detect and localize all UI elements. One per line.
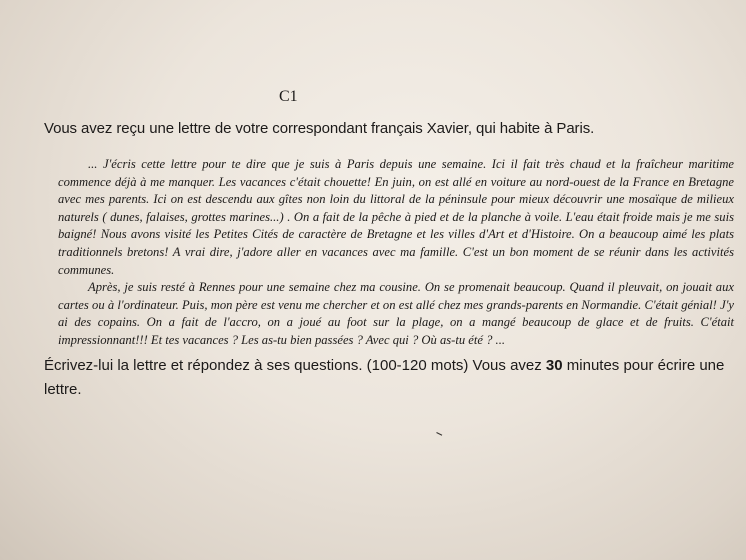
level-heading: C1 (279, 88, 298, 105)
task-minutes: 30 (545, 357, 563, 374)
letter-paragraph-1: ... J'écris cette lettre pour te dire que je suis à Paris depuis une semaine. Ici il fait très chaud et la fraîcheur maritime commence déjà à me manquer. Les vacances c'était chouette! En juin, on est allé en voiture au nord-ouest de la France en Bretagne avec mes parents. Ici on est descendu aux gîtes non loin du littoral de la péninsule pour mieux découvrir une mosaïque de milieux naturels ( dunes, falaises, grottes marines...) . On a fait de la pêche à pied et de la planche à voile. L'eau était froide mais je me suis baigné! Nous avons visité les Petites Cités de caractère de Bretagne et les villes d'Art et d'Histoire. On a beaucoup aimé les plats traditionnels bretons! A vrai dire, j'adore aller en vacances avec ma famille. C'est un bon moment de se réunir dans les activités communes. (58, 157, 734, 277)
task-text-after: minutes pour écrire une lettre. (44, 357, 725, 398)
instruction-text: Vous avez reçu une lettre de votre correspondant français Xavier, qui habite à Paris. (44, 120, 595, 137)
letter-paragraph-2: Après, je suis resté à Rennes pour une semaine chez ma cousine. On se promenait beaucoup. Quand il pleuvait, on jouait aux cartes ou à l'ordinateur. Puis, mon père est venu me chercher et on est allé chez mes grands-parents en Normandie. C'était génial! J'y ai des copains. On a fait de l'accro, on a joué au foot sur la plage, on a mangé beaucoup de glace et de fruits. C'était impressionnant!!! Et tes vacances ? Les as-tu bien passées ? Avec qui ? Où as-tu été ? ... (58, 280, 734, 347)
pen-mark (436, 432, 443, 436)
writing-task (44, 354, 736, 402)
task-text-before: Écrivez-lui la lettre et répondez à ses questions. (100-120 mots) Vous avez (44, 357, 546, 374)
letter-excerpt (58, 156, 734, 350)
